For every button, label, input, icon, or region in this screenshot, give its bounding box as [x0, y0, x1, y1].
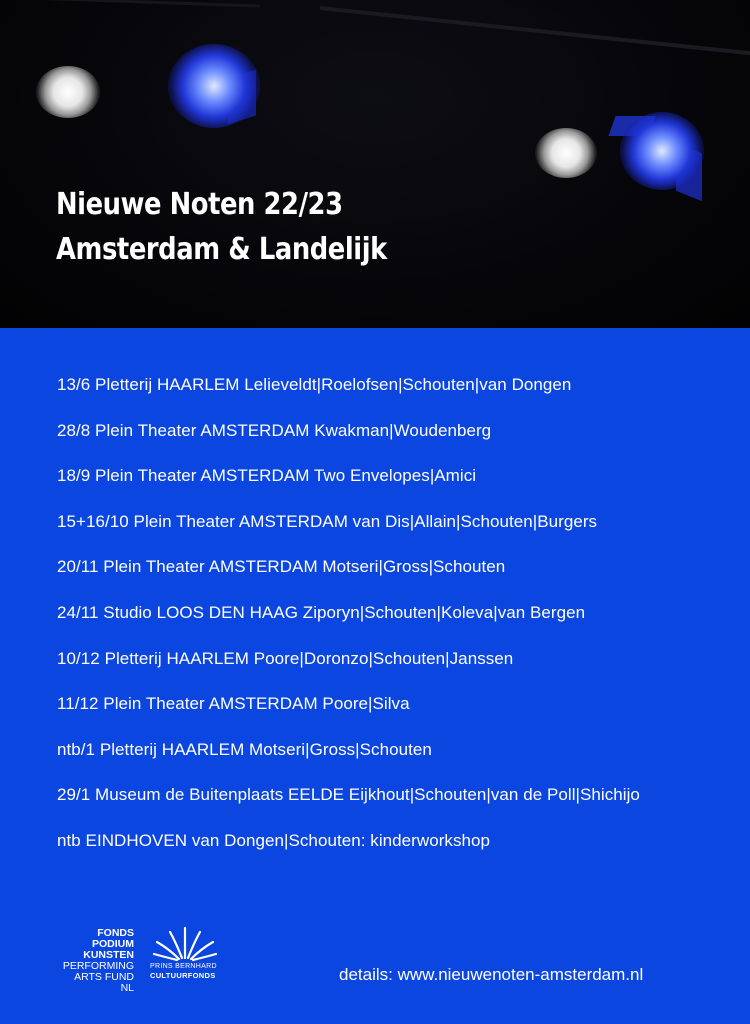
event-item: 20/11 Plein Theater AMSTERDAM Motseri|Gross|Schouten [57, 557, 506, 577]
title-line-2: Amsterdam & Landelijk [56, 232, 387, 267]
pb-line-2: CULTUURFONDS [150, 971, 216, 980]
event-item: ntb/1 Pletterij HAARLEM Motseri|Gross|Schouten [57, 739, 432, 759]
lighting-truss [320, 6, 750, 58]
event-item: 10/12 Pletterij HAARLEM Poore|Doronzo|Schouten|Janssen [57, 648, 514, 668]
fpk-line-4: PERFORMING [62, 960, 134, 972]
event-item: 18/9 Plein Theater AMSTERDAM Two Envelopes|Amici [57, 466, 477, 486]
event-item: 29/1 Museum de Buitenplaats EELDE Eijkhout|Schouten|van de Poll|Shichijo [57, 785, 640, 805]
fpk-line-5: ARTS FUND NL [74, 971, 134, 994]
fpk-line-1: FONDS [97, 927, 134, 939]
event-item: ntb EINDHOVEN van Dongen|Schouten: kinderworkshop [57, 830, 491, 850]
fonds-podium-kunsten-logo [60, 928, 134, 994]
header-photo [0, 0, 750, 328]
fpk-line-3: KUNSTEN [83, 949, 134, 961]
lotus-icon [152, 924, 218, 962]
event-item: 13/6 Pletterij HAARLEM Lelieveldt|Roelofsen|Schouten|van Dongen [57, 375, 572, 394]
event-item: 28/8 Plein Theater AMSTERDAM Kwakman|Woudenberg [57, 420, 492, 440]
event-item: 15+16/10 Plein Theater AMSTERDAM van Dis|Allain|Schouten|Burgers [57, 511, 598, 531]
details-link[interactable]: details: www.nieuwenoten-amsterdam.nl [339, 965, 644, 984]
lighting-truss-left [0, 0, 260, 8]
event-list [57, 373, 640, 875]
title-line-1: Nieuwe Noten 22/23 [56, 187, 343, 222]
event-item: 24/11 Studio LOOS DEN HAAG Ziporyn|Schouten|Koleva|van Bergen [57, 602, 586, 622]
fpk-line-2: PODIUM [92, 938, 134, 950]
event-item: 11/12 Plein Theater AMSTERDAM Poore|Silva [57, 694, 410, 714]
prins-bernhard-cultuurfonds-logo [150, 924, 226, 980]
pb-line-1: PRINS BERNHARD [150, 963, 217, 970]
page-title [56, 182, 387, 272]
